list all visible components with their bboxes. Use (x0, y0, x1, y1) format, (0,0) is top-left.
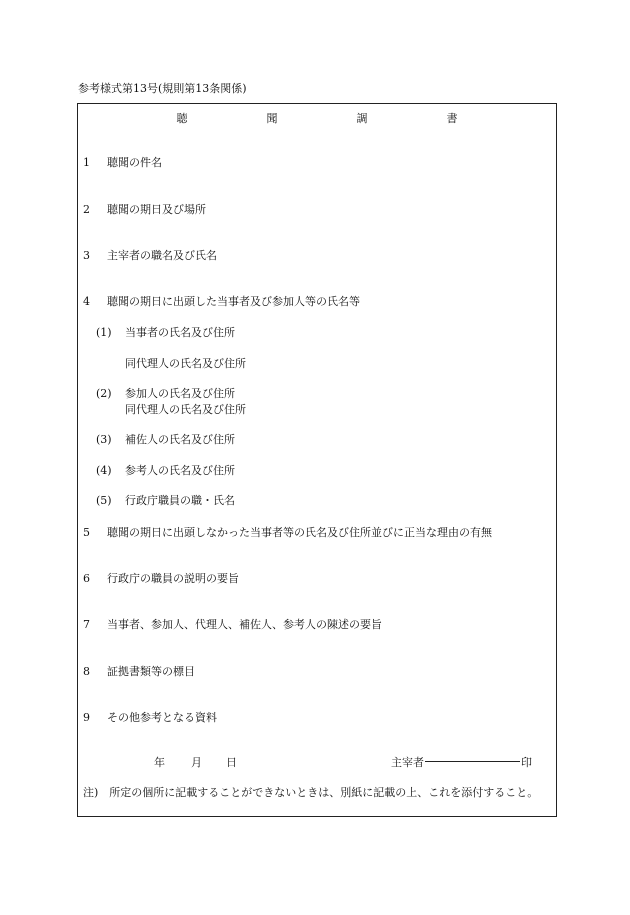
item-8 (83, 666, 195, 677)
item-text: 聴聞の件名 (107, 156, 162, 169)
item-text: 当事者、参加人、代理人、補佐人、参考人の陳述の要旨 (107, 618, 382, 631)
sub-item-2-agent: 同代理人の氏名及び住所 (125, 403, 246, 416)
date-year-label: 年 (154, 756, 165, 769)
sub-item-1-number: (1) (96, 326, 112, 339)
signature-line (425, 761, 520, 762)
item-text: 聴聞の期日及び場所 (107, 203, 206, 216)
form-number-label: 参考様式第13号(規則第13条関係) (78, 82, 247, 95)
item-number: 7 (83, 618, 90, 631)
seal-mark: 印 (521, 756, 532, 769)
item-text: 証拠書類等の標目 (107, 665, 195, 678)
sub-item-1-agent: 同代理人の氏名及び住所 (125, 357, 246, 370)
sub-item-2-text: 参加人の氏名及び住所 (125, 387, 235, 400)
item-number: 5 (83, 526, 90, 539)
item-4 (83, 296, 360, 307)
sub-item-4-text: 参考人の氏名及び住所 (125, 464, 235, 477)
item-1 (83, 157, 162, 168)
item-text: その他参考となる資料 (107, 711, 217, 724)
presider-label: 主宰者 (391, 756, 424, 769)
item-6 (83, 573, 239, 584)
sub-item-2-number: (2) (96, 387, 112, 400)
item-text: 行政庁の職員の説明の要旨 (107, 572, 239, 585)
date-day-label: 日 (226, 756, 237, 769)
item-number: 9 (83, 711, 90, 724)
item-text: 聴聞の期日に出頭しなかった当事者等の氏名及び住所並びに正当な理由の有無 (107, 526, 492, 539)
sub-item-3-number: (3) (96, 433, 112, 446)
item-3 (83, 250, 217, 261)
item-number: 2 (83, 203, 90, 216)
item-2 (83, 204, 206, 215)
document-frame (77, 103, 557, 817)
sub-item-5-text: 行政庁職員の職・氏名 (125, 494, 235, 507)
item-number: 1 (83, 156, 90, 169)
item-7 (83, 619, 382, 630)
document-title: 聴 聞 調 書 (176, 112, 492, 125)
item-number: 3 (83, 249, 90, 262)
item-text: 主宰者の職名及び氏名 (107, 249, 217, 262)
date-month-label: 月 (191, 756, 202, 769)
item-5 (83, 527, 492, 538)
sub-item-3-text: 補佐人の氏名及び住所 (125, 433, 235, 446)
item-number: 6 (83, 572, 90, 585)
item-text: 聴聞の期日に出頭した当事者及び参加人等の氏名等 (107, 295, 360, 308)
sub-item-5-number: (5) (96, 494, 112, 507)
item-number: 8 (83, 665, 90, 678)
sub-item-4-number: (4) (96, 464, 112, 477)
item-9 (83, 712, 217, 723)
sub-item-1-text: 当事者の氏名及び住所 (125, 326, 235, 339)
item-number: 4 (83, 295, 90, 308)
footnote: 注) 所定の個所に記載することができないときは、別紙に記載の上、これを添付すること。 (83, 786, 539, 799)
